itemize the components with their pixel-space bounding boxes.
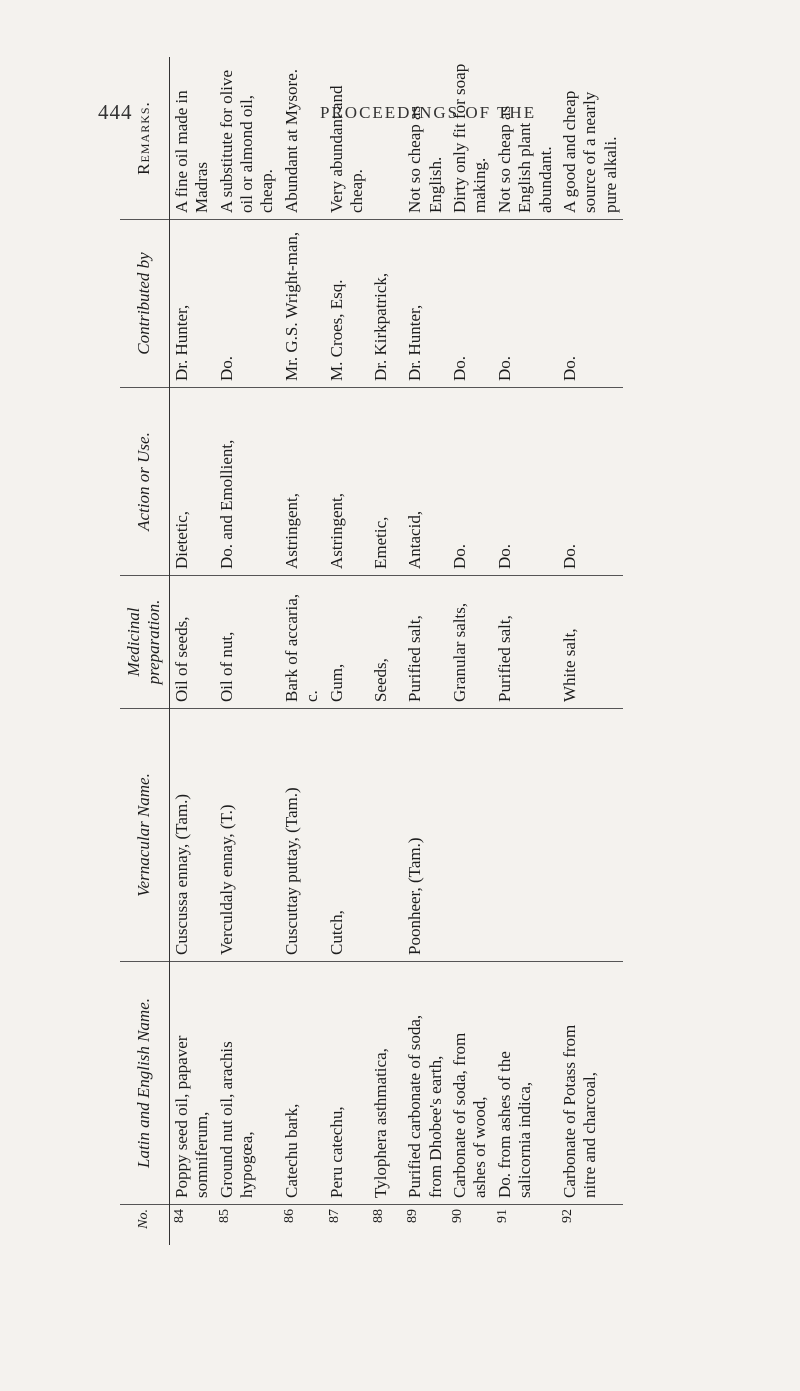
header-vernacular: Vernacular Name. bbox=[120, 709, 169, 962]
cell-vernacular: Verculdaly ennay, (T.) bbox=[215, 709, 280, 962]
cell-latin bbox=[169, 962, 214, 1205]
page-number: 444 bbox=[98, 100, 133, 124]
cell-remarks: Not so cheap as English. bbox=[403, 57, 448, 220]
cell-preparation: Purified salt, bbox=[403, 576, 448, 709]
cell-latin-line: from Dhobee's earth, bbox=[425, 1055, 445, 1198]
cell-latin-line: ashes of wood, bbox=[470, 1096, 490, 1198]
cell-latin bbox=[215, 962, 280, 1205]
cell-latin-line: Purified carbonate of soda, bbox=[405, 1014, 425, 1198]
cell-action: Astringent, bbox=[325, 388, 370, 576]
table-row bbox=[493, 57, 558, 1245]
cell-no: 85 bbox=[216, 1209, 232, 1223]
cell-action: Emetic, bbox=[369, 388, 403, 576]
table-row bbox=[369, 57, 403, 1245]
table-row bbox=[169, 57, 214, 1245]
cell-latin bbox=[403, 962, 448, 1205]
cell-vernacular: Cuscuttay puttay, (Tam.) bbox=[280, 709, 325, 962]
cell-latin bbox=[558, 962, 623, 1205]
cell-preparation: Gum, bbox=[325, 576, 370, 709]
cell-remarks: Very abundant and cheap. bbox=[325, 57, 370, 220]
cell-latin-line: Carbonate of Potass from bbox=[560, 1024, 580, 1198]
cell-vernacular bbox=[369, 709, 403, 962]
cell-latin-line: Carbonate of soda, from bbox=[450, 1032, 470, 1198]
cell-remarks: A fine oil made in Madras bbox=[169, 57, 214, 220]
header-latin: Latin and English Name. bbox=[120, 962, 169, 1205]
cell-remarks: Abundant at Mysore. bbox=[280, 57, 325, 220]
cell-remarks: Not so cheap as English plant abundant. bbox=[493, 57, 558, 220]
table-header-row bbox=[120, 57, 169, 1245]
cell-preparation: White salt, bbox=[558, 576, 623, 709]
cell-action: Do. and Emollient, bbox=[215, 388, 280, 576]
cell-no: 92 bbox=[560, 1209, 576, 1223]
table-row bbox=[403, 57, 448, 1245]
cell-vernacular bbox=[558, 709, 623, 962]
cell-action: Antacid, bbox=[403, 388, 448, 576]
header-no: No. bbox=[120, 1205, 169, 1246]
cell-contributed: Do. bbox=[215, 220, 280, 388]
cell-remarks: Dirty only fit for soap making. bbox=[448, 57, 493, 220]
materia-medica-table bbox=[120, 57, 623, 1245]
cell-vernacular bbox=[448, 709, 493, 962]
cell-latin bbox=[280, 962, 325, 1205]
cell-latin-line: Poppy seed oil, papaver bbox=[171, 1035, 191, 1198]
cell-latin-line: salicornia indica, bbox=[515, 1081, 535, 1198]
cell-contributed: Dr. Hunter, bbox=[169, 220, 214, 388]
cell-contributed: Do. bbox=[493, 220, 558, 388]
cell-latin bbox=[493, 962, 558, 1205]
cell-no: 91 bbox=[494, 1209, 510, 1223]
cell-remarks bbox=[369, 57, 403, 220]
cell-vernacular: Cutch, bbox=[325, 709, 370, 962]
cell-remarks: A good and cheap source of a nearly pure alkali. bbox=[558, 57, 623, 220]
cell-latin-line: Peru catechu, bbox=[326, 1106, 346, 1198]
table-row bbox=[215, 57, 280, 1245]
table-row bbox=[280, 57, 325, 1245]
cell-action: Do. bbox=[448, 388, 493, 576]
cell-preparation: Oil of seeds, bbox=[169, 576, 214, 709]
cell-no: 89 bbox=[405, 1209, 421, 1223]
cell-action: Astringent, bbox=[280, 388, 325, 576]
header-contributed: Contributed by bbox=[120, 220, 169, 388]
cell-preparation: Purified salt, bbox=[493, 576, 558, 709]
cell-latin-line: Ground nut oil, arachis bbox=[216, 1041, 236, 1198]
header-remarks: Remarks. bbox=[120, 57, 169, 220]
table-row bbox=[448, 57, 493, 1245]
cell-preparation: Oil of nut, bbox=[215, 576, 280, 709]
cell-no: 87 bbox=[326, 1209, 342, 1223]
running-head: PROCEEDINGS OF THE bbox=[320, 103, 537, 122]
cell-action: Dietetic, bbox=[169, 388, 214, 576]
cell-latin-line: hypogœa, bbox=[236, 1131, 256, 1198]
cell-contributed: Dr. Kirkpatrick, bbox=[369, 220, 403, 388]
cell-contributed: M. Croes, Esq. bbox=[325, 220, 370, 388]
cell-contributed: Do. bbox=[558, 220, 623, 388]
cell-contributed: Do. bbox=[448, 220, 493, 388]
header-preparation: Medicinal preparation. bbox=[120, 576, 169, 709]
cell-preparation: Granular salts, bbox=[448, 576, 493, 709]
cell-latin-line: somniferum, bbox=[192, 1111, 212, 1198]
cell-action: Do. bbox=[558, 388, 623, 576]
cell-latin bbox=[448, 962, 493, 1205]
cell-remarks: A substitute for olive oil or almond oil, cheap. bbox=[215, 57, 280, 220]
cell-action: Do. bbox=[493, 388, 558, 576]
cell-latin-line: Tylophera asthmatica, bbox=[371, 1048, 391, 1198]
cell-no: 86 bbox=[281, 1209, 297, 1223]
cell-preparation: Seeds, bbox=[369, 576, 403, 709]
table-row bbox=[558, 57, 623, 1245]
cell-preparation: Bark of accaria, c. bbox=[280, 576, 325, 709]
cell-vernacular: Poonheer, (Tam.) bbox=[403, 709, 448, 962]
cell-contributed: Mr. G.S. Wright-man, bbox=[280, 220, 325, 388]
cell-latin-line: nitre and charcoal, bbox=[580, 1071, 600, 1198]
cell-latin-line: Do. from ashes of the bbox=[494, 1051, 514, 1198]
cell-latin bbox=[369, 962, 403, 1205]
cell-no: 90 bbox=[450, 1209, 466, 1223]
cell-vernacular: Cuscussa ennay, (Tam.) bbox=[169, 709, 214, 962]
cell-latin-line: Catechu bark, bbox=[281, 1103, 301, 1198]
cell-vernacular bbox=[493, 709, 558, 962]
table-row bbox=[325, 57, 370, 1245]
cell-no: 84 bbox=[171, 1209, 187, 1223]
cell-contributed: Dr. Hunter, bbox=[403, 220, 448, 388]
cell-no: 88 bbox=[371, 1209, 387, 1223]
cell-latin bbox=[325, 962, 370, 1205]
header-action: Action or Use. bbox=[120, 388, 169, 576]
